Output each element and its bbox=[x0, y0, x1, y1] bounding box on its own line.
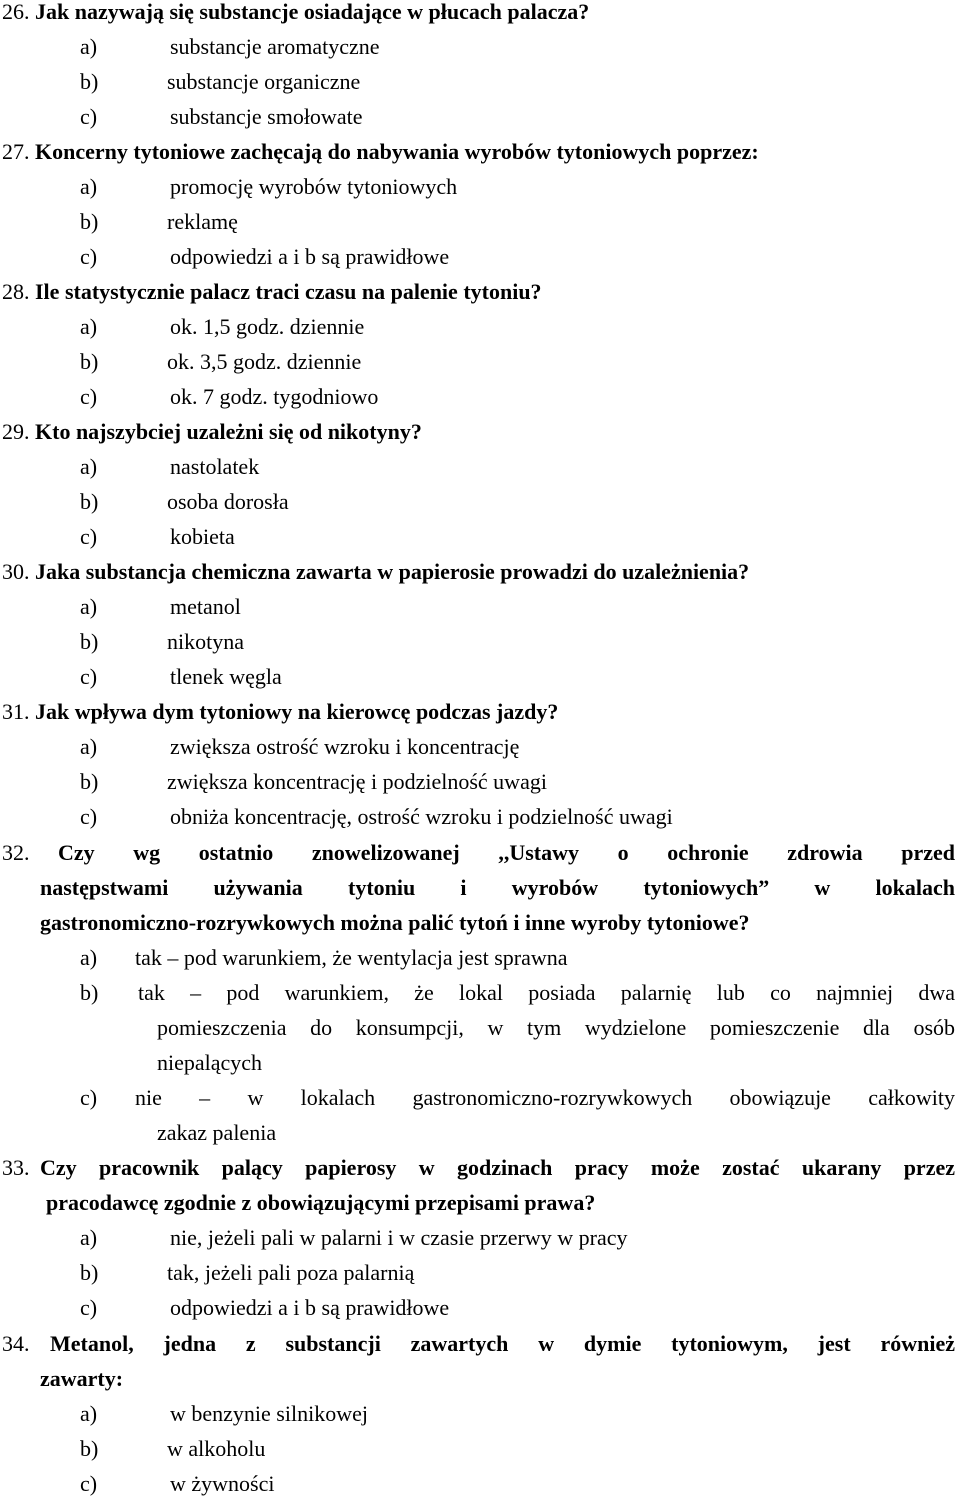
option-28b-text: ok. 3,5 godz. dziennie bbox=[167, 349, 362, 374]
option-32c-line-2: zakaz palenia bbox=[157, 1120, 277, 1145]
question-34-line-2: zawarty: bbox=[40, 1366, 124, 1391]
option-29c: c) bbox=[80, 524, 98, 549]
question-28 bbox=[2, 274, 542, 309]
question-32-number: 32. bbox=[2, 840, 30, 865]
question-text: Jak wpływa dym tytoniowy na kierowcę podczas jazdy? bbox=[35, 699, 559, 724]
option-32c: c) bbox=[80, 1085, 98, 1110]
question-text: Jak nazywają się substancje osiadające w płucach palacza? bbox=[35, 0, 590, 24]
option-26a bbox=[80, 29, 97, 64]
option-29a: a) bbox=[80, 454, 98, 479]
question-30 bbox=[2, 554, 749, 589]
option-29c-text: kobieta bbox=[170, 524, 235, 549]
question-number: 30. bbox=[2, 559, 30, 584]
question-number: 28. bbox=[2, 279, 30, 304]
question-34-number: 34. bbox=[2, 1331, 30, 1356]
option-33b-text: tak, jeżeli pali poza palarnią bbox=[167, 1260, 415, 1285]
option-letter: c) bbox=[80, 104, 98, 129]
option-29b-text: osoba dorosła bbox=[167, 489, 289, 514]
option-31a: a) bbox=[80, 734, 98, 759]
question-33-number: 33. bbox=[2, 1155, 30, 1180]
question-text: Jaka substancja chemiczna zawarta w papierosie prowadzi do uzależnienia? bbox=[35, 559, 750, 584]
option-34c: c) bbox=[80, 1471, 98, 1496]
option-27b-text: reklamę bbox=[167, 209, 238, 234]
option-34a-text: w benzynie silnikowej bbox=[170, 1401, 368, 1426]
question-34-line-1: Metanol, jedna z substancji zawartych w dymie tytoniowym, jest również bbox=[50, 1331, 955, 1356]
option-31c: c) bbox=[80, 804, 98, 829]
option-32a-text: tak – pod warunkiem, że wentylacja jest sprawna bbox=[135, 945, 568, 970]
question-number: 31. bbox=[2, 699, 30, 724]
question-32-line-2: następstwami używania tytoniu i wyrobów tytoniowych” w lokalach bbox=[40, 875, 955, 900]
option-30a: a) bbox=[80, 594, 98, 619]
option-34a: a) bbox=[80, 1401, 98, 1426]
option-31b-text: zwiększa koncentrację i podzielność uwagi bbox=[167, 769, 547, 794]
option-28a: a) bbox=[80, 314, 98, 339]
question-32-line-1: Czy wg ostatnio znowelizowanej ,,Ustawy o ochronie zdrowia przed bbox=[58, 840, 955, 865]
option-33c-text: odpowiedzi a i b są prawidłowe bbox=[170, 1295, 450, 1320]
option-30b: b) bbox=[80, 629, 99, 654]
option-27c-text: odpowiedzi a i b są prawidłowe bbox=[170, 244, 450, 269]
option-30a-text: metanol bbox=[170, 594, 241, 619]
option-33b: b) bbox=[80, 1260, 99, 1285]
question-text: Koncerny tytoniowe zachęcają do nabywania wyrobów tytoniowych poprzez: bbox=[35, 139, 759, 164]
option-letter: a) bbox=[80, 34, 98, 59]
option-28a-text: ok. 1,5 godz. dziennie bbox=[170, 314, 365, 339]
question-32-line-3: gastronomiczno-rozrywkowych można palić tytoń i inne wyroby tytoniowe? bbox=[40, 910, 750, 935]
question-text: Ile statystycznie palacz traci czasu na palenie tytoniu? bbox=[35, 279, 542, 304]
question-33-line-2: pracodawcę zgodnie z obowiązującymi przepisami prawa? bbox=[46, 1190, 596, 1215]
question-33-line-1: Czy pracownik palący papierosy w godzinach pracy może zostać ukarany przez bbox=[40, 1155, 955, 1180]
option-letter: b) bbox=[80, 69, 99, 94]
option-30c: c) bbox=[80, 664, 98, 689]
option-34c-text: w żywności bbox=[170, 1471, 275, 1496]
option-32c-line-1: nie – w lokalach gastronomiczno-rozrywkowych obowiązuje całkowity bbox=[135, 1085, 955, 1110]
option-33a-text: nie, jeżeli pali w palarni i w czasie przerwy w pracy bbox=[170, 1225, 628, 1250]
option-32b-line-2: pomieszczenia do konsumpcji, w tym wydzielone pomieszczenie dla osób bbox=[157, 1015, 955, 1040]
option-32b-line-3: niepalących bbox=[157, 1050, 263, 1075]
option-28b: b) bbox=[80, 349, 99, 374]
option-32a: a) bbox=[80, 945, 98, 970]
option-27a: a) bbox=[80, 174, 98, 199]
option-33a: a) bbox=[80, 1225, 98, 1250]
option-32b-line-1: tak – pod warunkiem, że lokal posiada palarnię lub co najmniej dwa bbox=[138, 980, 955, 1005]
question-text: Kto najszybciej uzależni się od nikotyny? bbox=[35, 419, 422, 444]
option-26c-text: substancje smołowate bbox=[170, 104, 363, 129]
option-26c bbox=[80, 99, 97, 134]
option-31b: b) bbox=[80, 769, 99, 794]
option-31c-text: obniża koncentrację, ostrość wzroku i podzielność uwagi bbox=[170, 804, 673, 829]
option-28c: c) bbox=[80, 384, 98, 409]
option-29a-text: nastolatek bbox=[170, 454, 260, 479]
option-26b-text: substancje organiczne bbox=[167, 69, 361, 94]
option-26a-text: substancje aromatyczne bbox=[170, 34, 380, 59]
option-32b: b) bbox=[80, 980, 99, 1005]
option-33c: c) bbox=[80, 1295, 98, 1320]
option-27a-text: promocję wyrobów tytoniowych bbox=[170, 174, 458, 199]
option-30b-text: nikotyna bbox=[167, 629, 244, 654]
question-31 bbox=[2, 694, 558, 729]
option-27c: c) bbox=[80, 244, 98, 269]
option-34b: b) bbox=[80, 1436, 99, 1461]
option-28c-text: ok. 7 godz. tygodniowo bbox=[170, 384, 379, 409]
option-27b: b) bbox=[80, 209, 99, 234]
option-26b bbox=[80, 64, 98, 99]
option-30c-text: tlenek węgla bbox=[170, 664, 282, 689]
question-number: 26. bbox=[2, 0, 30, 24]
question-27 bbox=[2, 134, 759, 169]
question-number: 29. bbox=[2, 419, 30, 444]
option-29b: b) bbox=[80, 489, 99, 514]
question-number: 27. bbox=[2, 139, 30, 164]
option-34b-text: w alkoholu bbox=[167, 1436, 266, 1461]
question-26 bbox=[2, 0, 589, 29]
option-31a-text: zwiększa ostrość wzroku i koncentrację bbox=[170, 734, 520, 759]
question-29 bbox=[2, 414, 422, 449]
